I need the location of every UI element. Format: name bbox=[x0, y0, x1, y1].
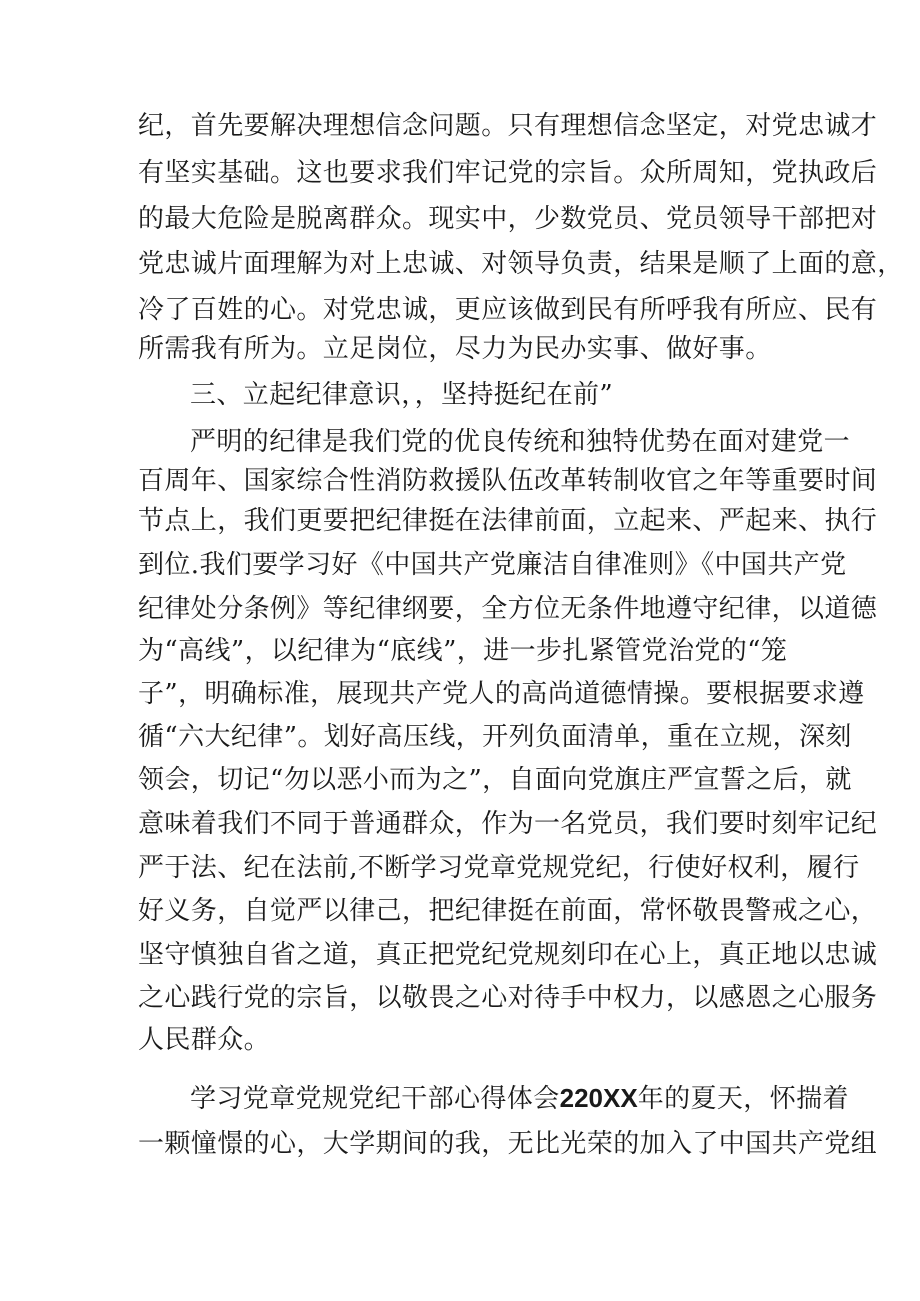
body-text-line: 循“六大纪律”。划好高压线，开列负面清单，重在立规，深刻 bbox=[138, 722, 852, 752]
body-text-line: 为“高线”，以纪律为“底线”，进一步扎紧管党治党的“笼 bbox=[138, 636, 788, 666]
body-text-line: 好义务，自觉严以律己，把纪律挺在前面，常怀敬畏警戒之心， bbox=[138, 896, 878, 926]
body-text-line: 纪律处分条例》等纪律纲要，全方位无条件地遵守纪律，以道德 bbox=[138, 594, 878, 624]
body-text-line: 严明的纪律是我们党的优良传统和独特优势在面对建党一 bbox=[190, 427, 851, 457]
tail-text: 年的夏天，怀揣着 bbox=[637, 1084, 849, 1114]
body-text-line: 所需我有所为。立足岗位，尽力为民办实事、做好事。 bbox=[138, 334, 772, 364]
body-text-line: 之心践行党的宗旨，以敬畏之心对待手中权力，以感恩之心服务 bbox=[138, 983, 878, 1013]
year-number: 220XX bbox=[559, 1083, 638, 1113]
body-text-line: 领会，切记“勿以恶小而为之”，自面向党旗庄严宣誓之后，就 bbox=[138, 765, 852, 795]
section-heading: 三、立起纪律意识，，坚持挺纪在前” bbox=[190, 380, 614, 410]
body-text-line: 冷了百姓的心。对党忠诚，更应该做到民有所呼我有所应、民有 bbox=[138, 295, 878, 325]
body-text-line: 坚守慎独自省之道，真正把党纪党规刻印在心上，真正地以忠诚 bbox=[138, 940, 878, 970]
tail-text: 学习党章党规党纪干部心得体会 bbox=[190, 1084, 560, 1114]
body-text-line: 到位.我们要学习好《中国共产党廉洁自律准则》《中国共产党 bbox=[138, 550, 847, 580]
body-text-line: 党忠诚片面理解为对上忠诚、对领导负责，结果是顺了上面的意， bbox=[138, 249, 904, 279]
body-text-line: 百周年、国家综合性消防救援队伍改革转制收官之年等重要时间 bbox=[138, 466, 878, 496]
body-text-line: 子”，明确标准，展现共产党人的高尚道德情操。要根据要求遵 bbox=[138, 679, 865, 709]
body-text-line: 节点上，我们更要把纪律挺在法律前面，立起来、严起来、执行 bbox=[138, 506, 878, 536]
body-text-line: 纪，首先要解决理想信念问题。只有理想信念坚定，对党忠诚才 bbox=[138, 111, 878, 141]
paragraph-start-line bbox=[190, 1080, 849, 1117]
body-text-line: 意味着我们不同于普通群众，作为一名党员，我们要时刻牢记纪 bbox=[138, 809, 878, 839]
body-text-line: 有坚实基础。这也要求我们牢记党的宗旨。众所周知，党执政后 bbox=[138, 158, 878, 188]
body-text-line: 一颗憧憬的心，大学期间的我，无比光荣的加入了中国共产党组 bbox=[138, 1129, 878, 1159]
body-text-line: 人民群众。 bbox=[138, 1025, 271, 1055]
body-text-line: 的最大危险是脱离群众。现实中，少数党员、党员领导干部把对 bbox=[138, 204, 878, 234]
body-text-line: 严于法、纪在法前,不断学习党章党规党纪，行使好权利，履行 bbox=[138, 853, 860, 883]
